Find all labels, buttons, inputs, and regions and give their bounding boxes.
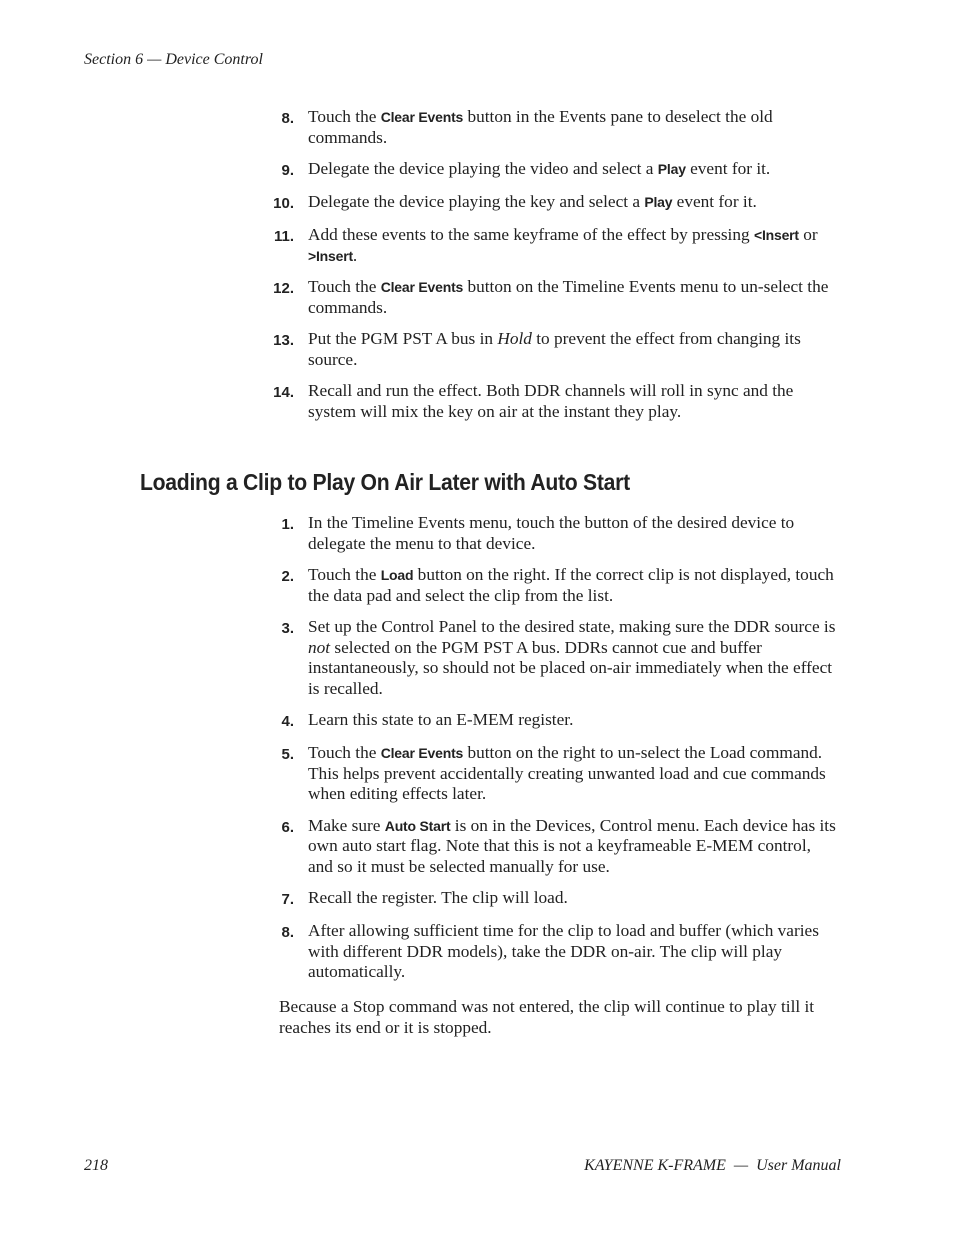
closing-paragraph: Because a Stop command was not entered, the clip will continue to play till it reaches its end or it is stopped. xyxy=(279,997,815,1037)
step-number: 4. xyxy=(281,713,294,730)
step-text: Make sure Auto Start is on in the Devices, Control menu. Each device has its own auto start flag. Note that this is not a keyframeable E-MEM control, and so it must be selected manually for use. xyxy=(308,815,836,876)
step-text: Recall the register. The clip will load. xyxy=(308,888,568,907)
list-item xyxy=(268,617,840,699)
list-item xyxy=(268,277,840,318)
list-item xyxy=(268,225,840,266)
emphasis: Hold xyxy=(497,329,532,348)
button-name: Play xyxy=(644,194,673,210)
step-number: 14. xyxy=(273,384,294,401)
step-text: Learn this state to an E-MEM register. xyxy=(308,710,574,729)
button-name: Load xyxy=(380,567,414,583)
list-item xyxy=(268,710,840,732)
step-text: In the Timeline Events menu, touch the button of the desired device to delegate the menu to that device. xyxy=(308,513,795,553)
step-number: 1. xyxy=(281,516,294,533)
step-number: 10. xyxy=(273,195,294,212)
step-number: 2. xyxy=(281,568,294,585)
step-text: Recall and run the effect. Both DDR channels will roll in sync and the system will mix the key on air at the instant they play. xyxy=(308,381,794,421)
step-text: Add these events to the same keyframe of the effect by pressing <Insert or >Insert. xyxy=(308,225,818,265)
step-number: 12. xyxy=(273,280,294,297)
button-name: Play xyxy=(657,161,686,177)
button-name: Clear Events xyxy=(380,745,464,761)
list-item xyxy=(268,513,840,554)
emphasis: not xyxy=(308,637,331,657)
step-number: 7. xyxy=(281,891,294,908)
section-heading: Loading a Clip to Play On Air Later with Auto Start xyxy=(140,469,630,495)
step-number: 8. xyxy=(281,924,294,941)
step-text: Touch the Load button on the right. If the correct clip is not displayed, touch the data pad and select the clip from the list. xyxy=(308,565,834,605)
step-text: Set up the Control Panel to the desired state, making sure the DDR source is not selected on the PGM PST A bus. DDRs cannot cue and buffer instantaneously, so should not be placed on-air immediately when the effect is recalled. xyxy=(308,617,836,698)
step-text: Put the PGM PST A bus in Hold to prevent the effect from changing its source. xyxy=(308,329,801,369)
step-number: 5. xyxy=(281,746,294,763)
button-name: >Insert xyxy=(308,247,353,264)
manual-title: KAYENNE K-FRAME — User Manual xyxy=(584,1157,841,1174)
list-item xyxy=(268,329,840,370)
step-number: 8. xyxy=(281,110,294,127)
step-number: 3. xyxy=(281,620,294,637)
step-number: 6. xyxy=(281,818,294,836)
step-text: Touch the Clear Events button on the Timeline Events menu to un-select the commands. xyxy=(308,277,829,317)
button-name: Clear Events xyxy=(380,109,464,125)
button-name: Auto Start xyxy=(384,817,451,834)
list-item xyxy=(268,107,840,148)
procedure-steps-auto-start xyxy=(268,513,840,994)
list-item xyxy=(268,381,840,422)
button-name: Clear Events xyxy=(380,279,464,295)
step-text: Touch the Clear Events button in the Events pane to deselect the old commands. xyxy=(308,107,773,147)
list-item xyxy=(268,192,840,214)
running-header: Section 6 — Device Control xyxy=(84,51,263,68)
step-text: After allowing sufficient time for the clip to load and buffer (which varies with different DDR models), take the DDR on-air. The clip will play automatically. xyxy=(308,921,819,981)
list-item xyxy=(268,816,840,878)
step-number: 13. xyxy=(273,332,294,349)
step-number: 9. xyxy=(281,162,294,179)
page-number: 218 xyxy=(84,1157,108,1174)
list-item xyxy=(268,921,840,983)
step-text: Touch the Clear Events button on the right to un-select the Load command. This helps prevent accidentally creating unwanted load and cue commands when editing effects later. xyxy=(308,743,826,803)
step-text: Delegate the device playing the key and select a Play event for it. xyxy=(308,192,757,211)
list-item xyxy=(268,743,840,805)
procedure-steps-continued xyxy=(268,107,840,433)
list-item xyxy=(268,888,840,910)
button-name: <Insert xyxy=(753,227,799,243)
step-number: 11. xyxy=(273,228,294,245)
step-text: Delegate the device playing the video and select a Play event for it. xyxy=(308,159,771,178)
list-item xyxy=(268,565,840,606)
list-item xyxy=(268,159,840,181)
